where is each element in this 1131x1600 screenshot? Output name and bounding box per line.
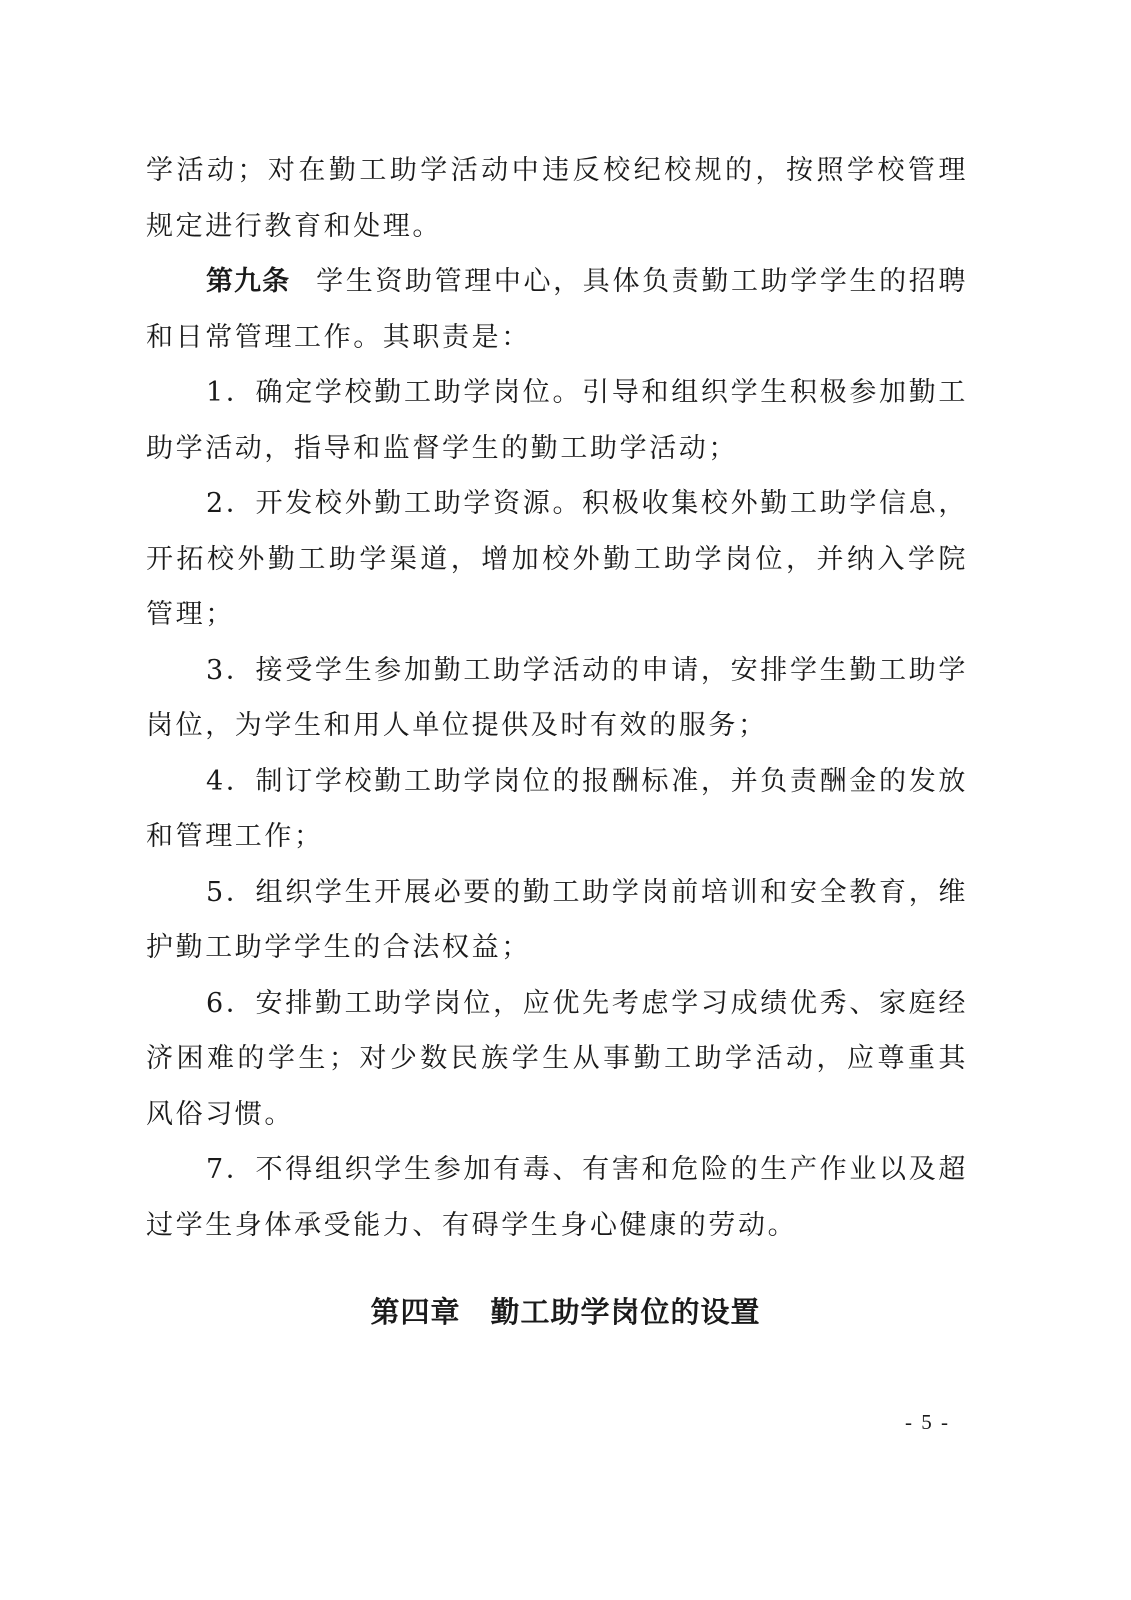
paragraph-text: 5．组织学生开展必要的勤工助学岗前培训和安全教育，维护勤工助学学生的合法权益； — [146, 876, 968, 963]
paragraph-text: 2．开发校外勤工助学资源。积极收集校外勤工助学信息，开拓校外勤工助学渠道，增加校外勤工助学岗位，并纳入学院管理； — [146, 488, 968, 630]
paragraph-article-9 — [146, 254, 968, 365]
list-item-2 — [146, 476, 968, 643]
list-item-6 — [146, 976, 968, 1143]
page-number: - 5 - — [905, 1410, 950, 1434]
list-item-1 — [146, 365, 968, 476]
chapter-heading: 第四章 勤工助学岗位的设置 — [370, 1295, 761, 1329]
list-item-5 — [146, 865, 968, 976]
list-item-4 — [146, 754, 968, 865]
paragraph-text: 1．确定学校勤工助学岗位。引导和组织学生积极参加勤工助学活动，指导和监督学生的勤工助学活动； — [146, 377, 968, 464]
article-label: 第九条 — [206, 266, 291, 297]
paragraph-1 — [146, 143, 968, 254]
paragraph-text: 3．接受学生参加勤工助学活动的申请，安排学生勤工助学岗位，为学生和用人单位提供及时有效的服务； — [146, 654, 968, 741]
paragraph-text: 6．安排勤工助学岗位，应优先考虑学习成绩优秀、家庭经济困难的学生；对少数民族学生从事勤工助学活动，应尊重其风俗习惯。 — [146, 987, 968, 1130]
body-text — [146, 143, 968, 1253]
paragraph-text: 学生资助管理中心，具体负责勤工助学学生的招聘和日常管理工作。其职责是： — [146, 266, 969, 353]
paragraph-text: 4．制订学校勤工助学岗位的报酬标准，并负责酬金的发放和管理工作； — [146, 765, 968, 852]
list-item-3 — [146, 643, 968, 754]
paragraph-text: 7．不得组织学生参加有毒、有害和危险的生产作业以及超过学生身体承受能力、有碍学生身心健康的劳动。 — [146, 1154, 968, 1241]
list-item-7 — [146, 1142, 968, 1253]
paragraph-text: 学活动；对在勤工助学活动中违反校纪校规的，按照学校管理规定进行教育和处理。 — [146, 155, 968, 242]
